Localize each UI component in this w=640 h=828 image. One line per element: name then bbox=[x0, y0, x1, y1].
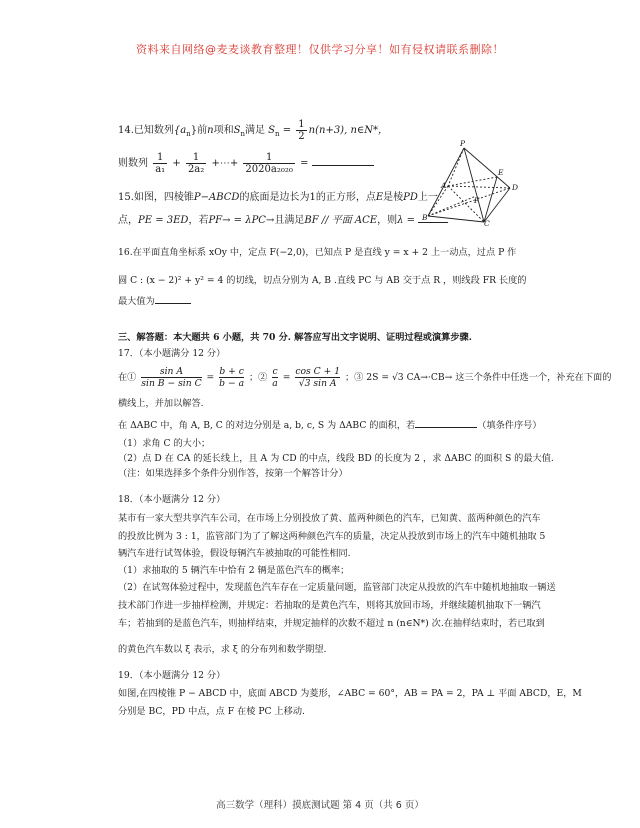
q14-seq: {a bbox=[173, 125, 187, 136]
page-footer: 高三数学（理科）摸底测试题 第 4 页（共 6 页） bbox=[216, 800, 424, 811]
q19-line2: 分别是 BC，PD 中点，点 F 在棱 PC 上移动. bbox=[118, 706, 305, 717]
q17-part1: （1）求角 C 的大小； bbox=[118, 438, 211, 449]
q18-heading: 18．（本小题满分 12 分） bbox=[118, 494, 226, 505]
q18-line3: 辆汽车进行试驾体验，假设每辆汽车被抽取的可能性相同. bbox=[118, 548, 351, 559]
q18-part2a: （2）在试驾体验过程中，发现蓝色汽车存在一定质量问题，监管部门决定从投放的汽车中随机地抽取一辆送 bbox=[118, 582, 556, 593]
q18-part2d: 的黄色汽车数以 ξ 表示，求 ξ 的分布列和数学期望. bbox=[118, 644, 327, 655]
q15-text-a: 15.如图，四棱锥 bbox=[118, 192, 194, 203]
q14-half-fraction bbox=[296, 119, 306, 142]
q18-line2: 的投放比例为 3 : 1，监管部门为了了解这两种颜色汽车的质量，决定从投放到市场上的汽车中随机抽取 5 bbox=[118, 531, 546, 542]
q15-line2-g: ，则 bbox=[377, 215, 398, 226]
q17-c2-eq: = bbox=[282, 372, 291, 383]
q14-line2-text: 则数列 bbox=[118, 158, 148, 169]
q14-eq: = bbox=[282, 125, 292, 136]
edge-ad bbox=[448, 186, 510, 188]
q14-fraction-2 bbox=[186, 152, 206, 175]
q14-f2-num: 1 bbox=[192, 152, 200, 163]
q14-text-b: 前 bbox=[197, 125, 208, 136]
q17-note: （注：如果选择多个条件分别作答，按第一个解答计分） bbox=[118, 468, 348, 479]
q18-part1: （1）求抽取的 5 辆汽车中恰有 2 辆是蓝色汽车的概率； bbox=[118, 565, 350, 576]
q14-eq2: = bbox=[300, 158, 309, 169]
q19-heading: 19．（本小题满分 12 分） bbox=[118, 670, 226, 681]
q17-c2-f1-num: c bbox=[272, 366, 278, 377]
q18-line1: 某市有一家大型共享汽车公司，在市场上分别投放了黄、蓝两种颜色的汽车，已知黄、蓝两种颜色的汽车 bbox=[118, 513, 541, 524]
q15-text-g: 上一 bbox=[417, 192, 438, 203]
q14-expr: n(n+3), n∈N*， bbox=[308, 125, 389, 136]
label-e: E bbox=[498, 168, 504, 177]
q14-answer-blank[interactable] bbox=[312, 155, 374, 166]
q17-c1-f1-den: sin B − sin C bbox=[141, 378, 202, 389]
edge-ab bbox=[428, 186, 448, 216]
section-3-heading: 三、解答题：本大题共 6 小题，共 70 分. 解答应写出文字说明、证明过程或演算步骤. bbox=[118, 332, 472, 343]
q14-line2 bbox=[118, 152, 374, 175]
q14-n: n bbox=[207, 125, 214, 136]
q17-c2-fraction-1 bbox=[272, 366, 277, 389]
q17-c1-f1-num: sin A bbox=[159, 366, 184, 377]
label-c: C bbox=[484, 219, 490, 226]
q17-c1-f2-num: b + c bbox=[219, 366, 244, 377]
q14-half-num: 1 bbox=[298, 119, 305, 130]
q14-seq-end: } bbox=[190, 125, 198, 136]
q17-c3: ；③ 2S = √3 CA→·CB→ 这三个条件中任选一个，补充在下面的 bbox=[344, 372, 612, 383]
q15-line2-f: BF // 平面 ACE bbox=[304, 215, 378, 226]
q17-c2-fraction-2 bbox=[295, 366, 340, 389]
q14-plus1: + bbox=[172, 158, 181, 169]
q15-line2 bbox=[118, 212, 448, 228]
q17-condition-blank[interactable] bbox=[415, 417, 477, 428]
q15-text-d: E bbox=[375, 192, 384, 203]
q14-seq-sub: n bbox=[186, 130, 191, 138]
watermark-text: 资料来自网络@麦麦谈教育整理！仅供学习分享！如有侵权请联系删除！ bbox=[136, 43, 504, 56]
q18-part2b: 技术部门作进一步抽样检测，并规定：若抽取的是黄色汽车，则将其放回市场，并继续随机抽取下一辆汽 bbox=[118, 600, 541, 611]
q17-line3 bbox=[118, 417, 542, 433]
q15-line2-h: λ = bbox=[397, 215, 415, 226]
q17-c1-eq: = bbox=[206, 372, 215, 383]
label-b: B bbox=[422, 213, 428, 222]
edge-pa bbox=[448, 148, 464, 186]
edge-cd bbox=[484, 188, 510, 222]
q14-fraction-3 bbox=[243, 152, 294, 175]
q15-text-f: PD bbox=[403, 192, 418, 203]
label-d: D bbox=[512, 183, 519, 192]
q17-line3-tail: （填条件序号） bbox=[477, 420, 542, 431]
q14-f3-num: 1 bbox=[265, 152, 273, 163]
edge-pc bbox=[464, 148, 484, 222]
q15-line2-c: ，若 bbox=[188, 215, 209, 226]
q17-line3-text: 在 ΔABC 中，角 A, B, C 的对边分别是 a, b, c, S 为 ΔABC 的面积，若 bbox=[118, 420, 416, 431]
q14-s-sub: n bbox=[240, 130, 245, 138]
q15-text-e: 是棱 bbox=[383, 192, 404, 203]
q19-line1: 如图,在四棱锥 P − ABCD 中，底面 ABCD 为菱形，∠ABC = 60°，AB = PA = 2，PA ⊥ 平面 ABCD，E，M bbox=[118, 688, 582, 699]
edge-bc bbox=[428, 216, 484, 222]
q14-f1-den: a₁ bbox=[155, 164, 166, 175]
q17-c2-f2-den: √3 sin A bbox=[295, 377, 340, 389]
label-f: F bbox=[474, 196, 480, 205]
q14-text-c: 项和 bbox=[213, 125, 234, 136]
q14-line1 bbox=[118, 119, 388, 142]
q17-conditions bbox=[118, 366, 611, 389]
edge-bf bbox=[428, 196, 476, 216]
edge-ec bbox=[484, 177, 497, 222]
q17-line2: 横线上，并加以解答. bbox=[118, 398, 204, 409]
q15-line2-b: PE = 3ED bbox=[138, 215, 189, 226]
q14-text-d: 满足 bbox=[244, 125, 265, 136]
q16-line2: 圆 C : (x − 2)² + y² = 4 的切线，切点分别为 A, B .直线 PC 与 AB 交于点 R ，则线段 FR 长度的 bbox=[118, 275, 527, 286]
q17-c1-f2-den: b − a bbox=[219, 378, 245, 389]
q17-c1-pre: 在① bbox=[118, 372, 137, 383]
q14-s2: S bbox=[268, 125, 275, 136]
q18-part2c: 车；若抽到的是蓝色汽车，则抽样结束，并规定抽样的次数不超过 n (n∈N*) 次.在抽样结束时，若已取到 bbox=[118, 618, 545, 629]
q15-text-c: 的底面是边长为1的正方形，点 bbox=[239, 192, 376, 203]
q14-s: S bbox=[233, 125, 241, 136]
q17-c2-f2-num: cos C + 1 bbox=[295, 366, 341, 377]
q14-half-den: 2 bbox=[298, 131, 305, 142]
q15-line1 bbox=[118, 191, 438, 205]
q17-heading: 17．（本小题满分 12 分） bbox=[118, 348, 226, 359]
q15-line2-e: 且满足 bbox=[274, 215, 305, 226]
q17-c1-fraction-1 bbox=[141, 366, 201, 389]
label-p: P bbox=[460, 140, 466, 148]
q14-text: 14.已知数列 bbox=[118, 125, 174, 136]
q17-part2: （2）点 D 在 CA 的延长线上，且 A 为 CD 的中点，线段 BD 的长度为 2 ，求 ΔABC 的面积 S 的最大值. bbox=[118, 453, 554, 464]
q15-pyramid-figure bbox=[422, 140, 524, 226]
q14-f2-den: 2a₂ bbox=[187, 164, 205, 175]
q17-c2-pre: ；② bbox=[248, 372, 268, 383]
q17-c2-f1-den: a bbox=[272, 378, 278, 389]
q14-fraction-1 bbox=[153, 152, 167, 175]
q14-f1-num: 1 bbox=[156, 152, 164, 163]
q17-c1-fraction-2 bbox=[219, 366, 244, 389]
q14-plus2: +⋯+ bbox=[211, 158, 239, 169]
q14-s2-sub: n bbox=[275, 130, 280, 138]
q16-line3 bbox=[118, 293, 191, 309]
label-a: A bbox=[441, 181, 447, 190]
q15-line2-a: 点， bbox=[118, 215, 138, 226]
q16-answer-blank[interactable] bbox=[155, 293, 191, 304]
q15-line2-d: PF→ = λPC→ bbox=[208, 215, 275, 226]
q15-text-b: P−ABCD bbox=[193, 192, 240, 203]
q16-line3-text: 最大值为 bbox=[118, 296, 155, 307]
q16-line1: 16.在平面直角坐标系 xOy 中，定点 F(−2,0)，已知点 P 是直线 y = x + 2 上一动点，过点 P 作 bbox=[118, 247, 517, 258]
q14-f3-den: 2020a₂₀₂₀ bbox=[245, 164, 293, 175]
